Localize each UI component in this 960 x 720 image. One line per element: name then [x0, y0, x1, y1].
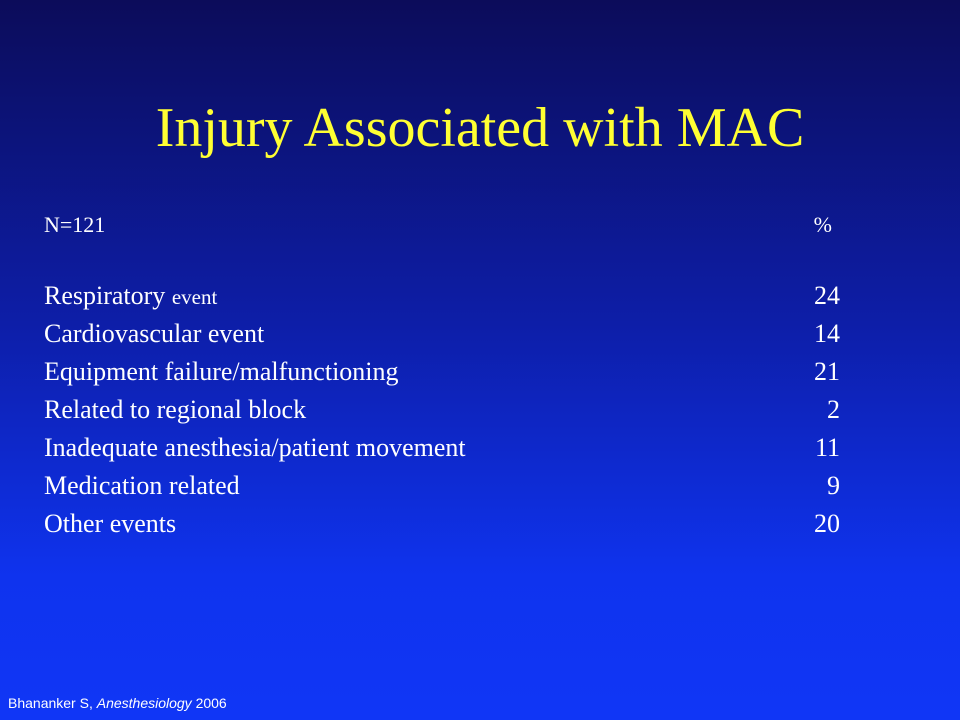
table-header: [44, 212, 840, 238]
row-label: Related to regional block: [44, 395, 307, 424]
row-label: Equipment failure/malfunctioning: [44, 357, 399, 386]
table-row: [44, 353, 840, 391]
row-value: 11: [814, 433, 840, 462]
citation-journal: Anesthesiology: [96, 695, 192, 711]
row-label: Inadequate anesthesia/patient movement: [44, 433, 466, 462]
row-value: 21: [814, 357, 840, 386]
citation: [8, 694, 227, 712]
table-row: [44, 429, 840, 467]
row-value: 2: [827, 395, 840, 424]
citation-year: 2006: [195, 695, 227, 711]
row-label-small: event: [171, 285, 218, 309]
percent-column-header: %: [813, 212, 832, 237]
row-value: 14: [814, 319, 840, 348]
table-row: [44, 391, 840, 429]
row-value: 24: [814, 281, 840, 310]
row-label: Cardiovascular event: [44, 319, 265, 348]
table-row: [44, 505, 840, 543]
injury-table: [44, 277, 840, 543]
row-label-main: Respiratory: [44, 281, 166, 310]
table-row: [44, 277, 840, 315]
row-label: Medication related: [44, 471, 240, 500]
row-value: 20: [814, 509, 840, 538]
table-row: [44, 315, 840, 353]
row-value: 9: [827, 471, 840, 500]
sample-size-label: N=121: [44, 212, 106, 237]
row-label: Other events: [44, 509, 177, 538]
slide-title: Injury Associated with MAC: [155, 97, 805, 159]
citation-author: Bhananker S,: [8, 695, 93, 711]
table-row: [44, 467, 840, 505]
row-label: [44, 277, 217, 316]
